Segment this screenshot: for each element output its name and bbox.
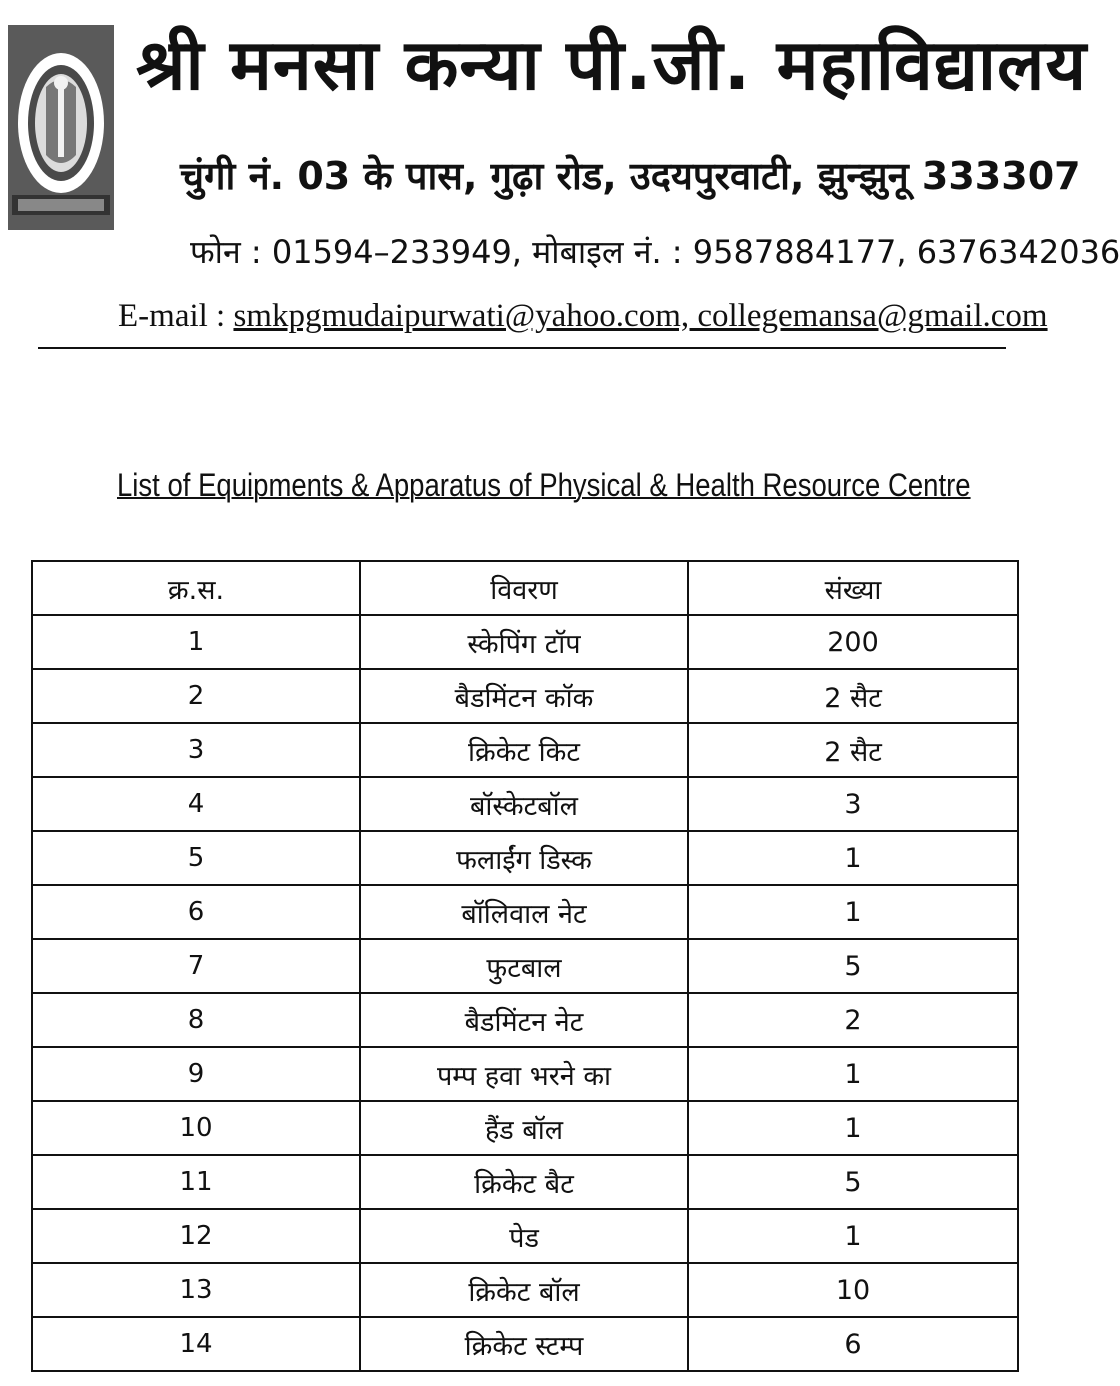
college-emblem-icon <box>8 25 114 230</box>
table-row <box>32 1101 1018 1155</box>
header-divider <box>38 347 1006 349</box>
table-row <box>32 885 1018 939</box>
table-header-row <box>32 561 1018 615</box>
serial-cell: 4 <box>32 777 360 831</box>
table-row <box>32 993 1018 1047</box>
header-description: विवरण <box>360 561 688 615</box>
item-cell: पेड <box>360 1209 688 1263</box>
serial-cell: 10 <box>32 1101 360 1155</box>
quantity-cell: 1 <box>688 1101 1018 1155</box>
table-row <box>32 1317 1018 1371</box>
quantity-cell: 5 <box>688 939 1018 993</box>
serial-cell: 13 <box>32 1263 360 1317</box>
quantity-cell: 1 <box>688 831 1018 885</box>
serial-cell: 2 <box>32 669 360 723</box>
college-address: चुंगी नं. 03 के पास, गुढ़ा रोड, उदयपुरवाटी, झुन्झुनू 333307 <box>180 154 1081 198</box>
quantity-cell: 3 <box>688 777 1018 831</box>
item-cell: फुटबाल <box>360 939 688 993</box>
item-cell: बैडमिंटन कॉक <box>360 669 688 723</box>
quantity-cell: 2 <box>688 993 1018 1047</box>
table-row <box>32 939 1018 993</box>
email-addresses[interactable]: smkpgmudaipurwati@yahoo.com, collegemansa@gmail.com <box>233 298 1048 334</box>
serial-cell: 6 <box>32 885 360 939</box>
quantity-cell: 6 <box>688 1317 1018 1371</box>
table-row <box>32 669 1018 723</box>
serial-cell: 8 <box>32 993 360 1047</box>
table-row <box>32 615 1018 669</box>
serial-cell: 9 <box>32 1047 360 1101</box>
serial-cell: 3 <box>32 723 360 777</box>
quantity-cell: 5 <box>688 1155 1018 1209</box>
item-cell: क्रिकेट बैट <box>360 1155 688 1209</box>
quantity-cell: 1 <box>688 1047 1018 1101</box>
quantity-cell: 10 <box>688 1263 1018 1317</box>
serial-cell: 14 <box>32 1317 360 1371</box>
item-cell: पम्प हवा भरने का <box>360 1047 688 1101</box>
item-cell: क्रिकेट स्टम्प <box>360 1317 688 1371</box>
college-name: श्री मनसा कन्या पी.जी. महाविद्यालय <box>136 24 1088 106</box>
header-quantity: संख्या <box>688 561 1018 615</box>
serial-cell: 5 <box>32 831 360 885</box>
quantity-cell: 1 <box>688 885 1018 939</box>
table-row <box>32 1047 1018 1101</box>
email-line <box>118 300 1048 333</box>
table-row <box>32 723 1018 777</box>
item-cell: बॉलिवाल नेट <box>360 885 688 939</box>
item-cell: स्केपिंग टॉप <box>360 615 688 669</box>
serial-cell: 11 <box>32 1155 360 1209</box>
phone-numbers: फोन : 01594–233949, मोबाइल नं. : 9587884177, 6376342036 <box>190 233 1120 271</box>
table-row <box>32 777 1018 831</box>
quantity-cell: 200 <box>688 615 1018 669</box>
table-row <box>32 1155 1018 1209</box>
item-cell: क्रिकेट किट <box>360 723 688 777</box>
quantity-cell: 1 <box>688 1209 1018 1263</box>
item-cell: फलाईंग डिस्क <box>360 831 688 885</box>
header-serial: क्र.स. <box>32 561 360 615</box>
serial-cell: 1 <box>32 615 360 669</box>
serial-cell: 12 <box>32 1209 360 1263</box>
item-cell: बैडमिंटन नेट <box>360 993 688 1047</box>
table-row <box>32 1263 1018 1317</box>
equipment-table <box>31 560 1019 1372</box>
item-cell: बॉस्केटबॉल <box>360 777 688 831</box>
item-cell: क्रिकेट बॉल <box>360 1263 688 1317</box>
serial-cell: 7 <box>32 939 360 993</box>
item-cell: हैंड बॉल <box>360 1101 688 1155</box>
document-title: List of Equipments & Apparatus of Physical & Health Resource Centre <box>117 467 971 503</box>
table-row <box>32 831 1018 885</box>
table-row <box>32 1209 1018 1263</box>
quantity-cell: 2 सैट <box>688 723 1018 777</box>
email-label: E-mail : <box>118 298 234 334</box>
quantity-cell: 2 सैट <box>688 669 1018 723</box>
